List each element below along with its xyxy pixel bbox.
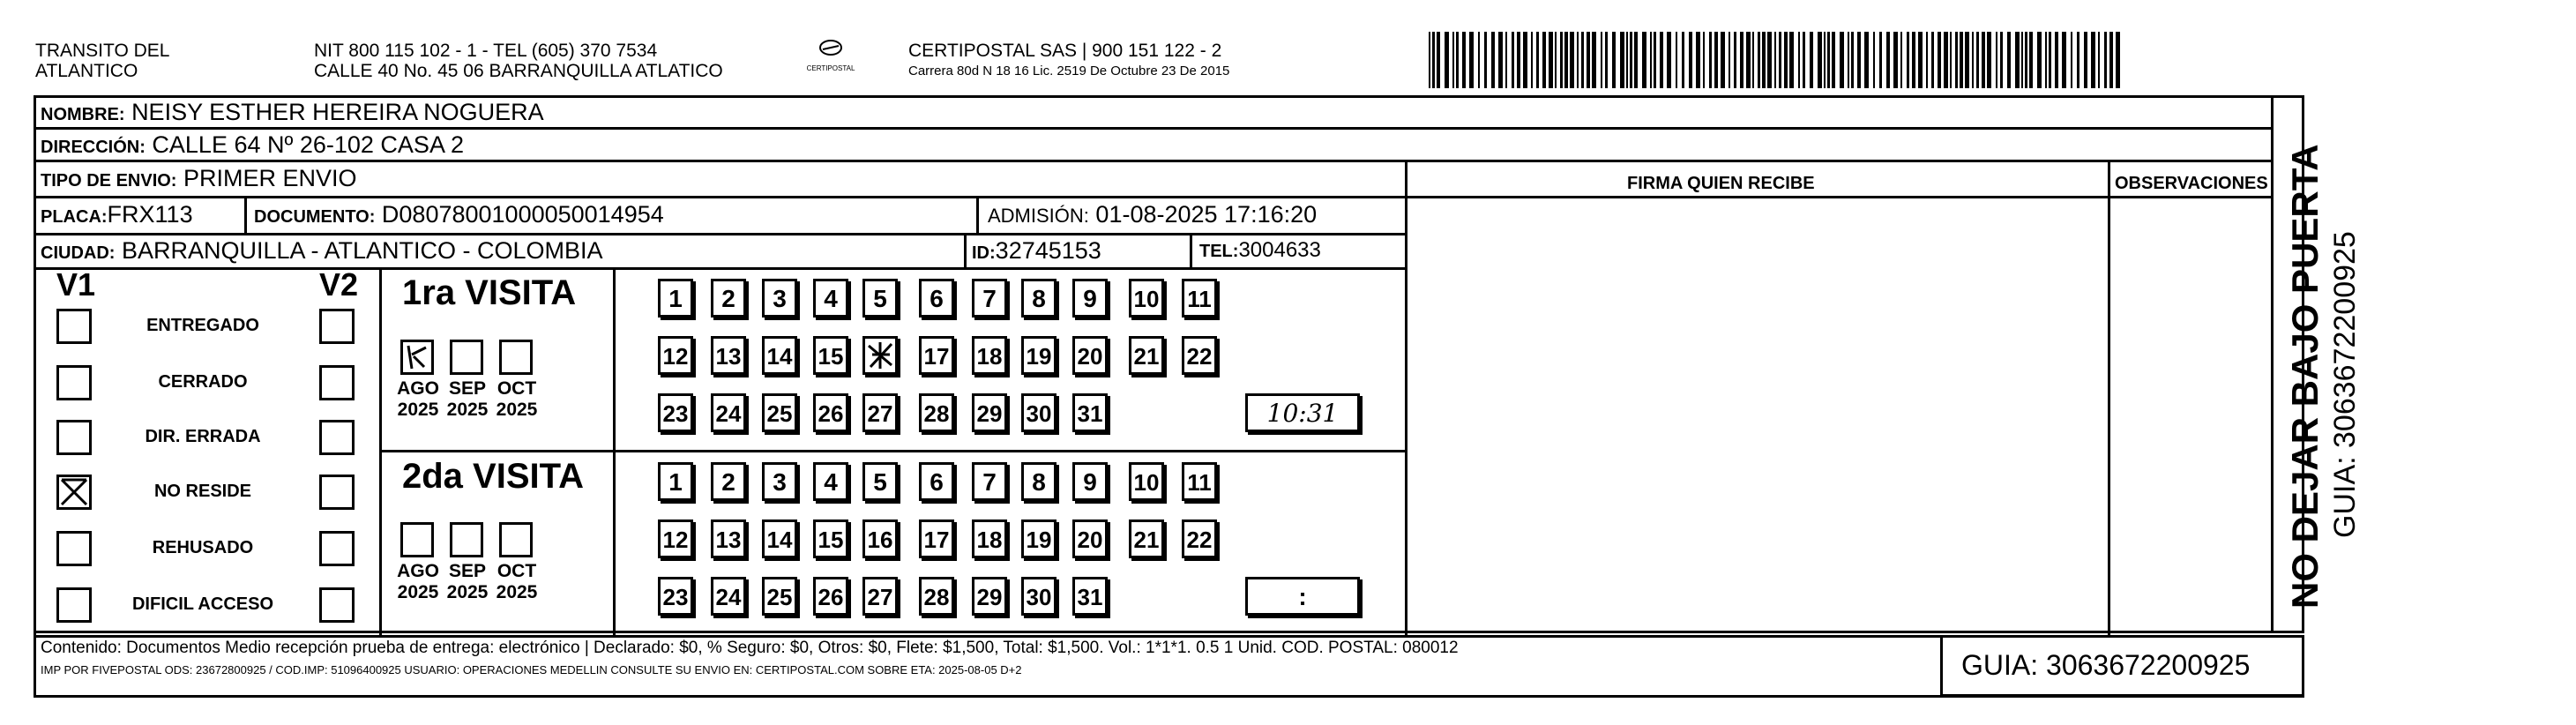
barcode-bar: [2084, 32, 2087, 88]
month-name: AGO: [397, 378, 439, 399]
barcode-bar: [1620, 32, 1624, 88]
barcode-bar: [1851, 32, 1854, 88]
barcode-bar: [1996, 32, 1997, 88]
barcode-bar: [1857, 32, 1861, 88]
nombre-value: NEISY ESTHER HEREIRA NOGUERA: [131, 99, 544, 125]
status-label: DIR. ERRADA: [145, 427, 261, 446]
barcode-bar: [2104, 32, 2107, 88]
no-dejar-bajo-puerta-text: NO DEJAR BAJO PUERTA: [2284, 144, 2326, 609]
carrier-name: CERTIPOSTAL SAS | 900 151 122 - 2: [908, 41, 1222, 61]
barcode-bar: [1523, 32, 1527, 88]
month-checkbox[interactable]: [450, 340, 483, 375]
day-box[interactable]: 10: [1129, 279, 1164, 318]
day-box[interactable]: 21: [1129, 519, 1164, 558]
barcode-bar: [1824, 32, 1826, 88]
day-box[interactable]: 31: [1072, 577, 1108, 616]
barcode-bar: [1912, 32, 1915, 88]
tel-value: 3004633: [1238, 238, 1321, 262]
barcode-bar: [1592, 32, 1596, 88]
id-field: [972, 237, 1101, 266]
guia-vertical-text: GUIA: 3063672200925: [2328, 231, 2362, 538]
barcode-bar: [1976, 32, 1979, 88]
barcode-bar: [2000, 32, 2003, 88]
barcode-bar: [1512, 32, 1514, 88]
day-box[interactable]: 20: [1072, 336, 1108, 375]
day-box[interactable]: 14: [762, 336, 797, 375]
day-box[interactable]: 12: [658, 519, 693, 558]
day-box[interactable]: 23: [658, 577, 693, 616]
firma-label: FIRMA QUIEN RECIBE: [1627, 174, 1815, 193]
barcode-bar: [1900, 32, 1902, 88]
barcode-bar: [1630, 32, 1632, 88]
day-box[interactable]: 19: [1021, 336, 1057, 375]
day-box[interactable]: 14: [762, 519, 797, 558]
barcode-bar: [1570, 32, 1574, 88]
v1-label: V1: [56, 266, 96, 303]
sender-name-line1: TRANSITO DEL: [35, 41, 170, 61]
barcode-bar: [1784, 32, 1788, 88]
day-box[interactable]: 11: [1182, 462, 1217, 501]
month-label: [490, 561, 543, 603]
barcode-bar: [1587, 32, 1590, 88]
logo-icon: [816, 39, 846, 60]
documento-field: [254, 201, 664, 230]
time-box[interactable]: :: [1245, 577, 1360, 616]
logo-text: CERTIPOSTAL: [806, 64, 855, 72]
month-year: 2025: [397, 582, 439, 602]
barcode-bar: [1517, 32, 1520, 88]
tipo-envio-field: [41, 165, 357, 194]
barcode-bar: [1469, 32, 1474, 88]
day-box[interactable]: 31: [1072, 393, 1108, 432]
barcode-bar: [2015, 32, 2020, 88]
barcode-bar: [1462, 32, 1466, 88]
day-box[interactable]: 10: [1129, 462, 1164, 501]
barcode-bar: [1798, 32, 1800, 88]
scribble-mark-icon: [865, 339, 895, 372]
barcode-bar: [1955, 32, 1958, 88]
barcode-bar: [1437, 32, 1440, 88]
month-name: AGO: [397, 561, 439, 581]
month-checkbox[interactable]: [450, 522, 483, 557]
day-box[interactable]: 12: [658, 336, 693, 375]
barcode-bar: [1729, 32, 1730, 88]
day-box[interactable]: 6: [919, 279, 954, 318]
direccion-field: [41, 131, 464, 161]
barcode-bar: [1601, 32, 1602, 88]
placa-value: FRX113: [107, 201, 193, 228]
barcode-bar: [1987, 32, 1991, 88]
barcode-bar: [1810, 32, 1813, 88]
sender-nit: NIT 800 115 102 - 1 - TEL (605) 370 7534: [314, 41, 658, 61]
day-box[interactable]: 2: [711, 462, 746, 501]
v2-checkbox[interactable]: [319, 309, 355, 344]
barcode-icon: [1429, 32, 2125, 88]
sender-address: CALLE 40 No. 45 06 BARRANQUILLA ATLATICO: [314, 61, 723, 81]
barcode-bar: [1667, 32, 1671, 88]
barcode-bar: [1555, 32, 1557, 88]
barcode-bar: [1676, 32, 1677, 88]
barcode-bar: [1818, 32, 1822, 88]
barcode-bar: [1660, 32, 1663, 88]
barcode-bar: [1654, 32, 1656, 88]
barcode-bar: [1634, 32, 1638, 88]
barcode-bar: [1650, 32, 1652, 88]
observaciones-label: OBSERVACIONES: [2115, 174, 2268, 193]
barcode-bar: [1893, 32, 1898, 88]
day-box[interactable]: 3: [762, 462, 797, 501]
day-box[interactable]: 27: [862, 577, 898, 616]
barcode-bar: [1746, 32, 1751, 88]
barcode-bar: [2037, 32, 2042, 88]
barcode-bar: [2077, 32, 2079, 88]
day-box[interactable]: 15: [813, 336, 848, 375]
id-value: 32745153: [995, 237, 1101, 264]
day-box[interactable]: 8: [1021, 462, 1057, 501]
barcode-bar: [1740, 32, 1743, 88]
barcode-bar: [1879, 32, 1882, 88]
day-box[interactable]: 20: [1072, 519, 1108, 558]
barcode-bar: [1484, 32, 1487, 88]
barcode-bar: [1432, 32, 1435, 88]
barcode-bar: [1767, 32, 1772, 88]
day-box[interactable]: 22: [1182, 336, 1217, 375]
barcode-bar: [1542, 32, 1546, 88]
barcode-bar: [1758, 32, 1760, 88]
v2-checkbox[interactable]: [319, 420, 355, 455]
day-box[interactable]: 27: [862, 393, 898, 432]
barcode-bar: [1944, 32, 1948, 88]
nombre-label: NOMBRE:: [41, 105, 125, 124]
tipo-envio-value: PRIMER ENVIO: [183, 165, 357, 191]
month-year: 2025: [496, 400, 538, 420]
barcode-bar: [1703, 32, 1705, 88]
day-box[interactable]: 25: [762, 393, 797, 432]
barcode-bar: [1918, 32, 1923, 88]
barcode-bar: [1536, 32, 1539, 88]
documento-label: DOCUMENTO:: [254, 207, 376, 227]
admision-value: 01-08-2025 17:16:20: [1095, 201, 1318, 228]
day-box[interactable]: 5: [862, 462, 898, 501]
id-label: ID:: [972, 243, 996, 263]
barcode-bar: [1452, 32, 1454, 88]
month-name: SEP: [448, 561, 487, 581]
day-box[interactable]: 23: [658, 393, 693, 432]
barcode-bar: [1931, 32, 1934, 88]
day-box[interactable]: 24: [711, 577, 746, 616]
barcode-bar: [1505, 32, 1507, 88]
day-box[interactable]: 29: [972, 577, 1007, 616]
barcode-bar: [1429, 32, 1430, 88]
sender-name: [35, 41, 169, 81]
barcode-bar: [1478, 32, 1480, 88]
month-year: 2025: [397, 400, 439, 420]
barcode-bar: [1721, 32, 1725, 88]
month-year: 2025: [496, 582, 538, 602]
day-box[interactable]: 1: [658, 462, 693, 501]
barcode-bar: [1789, 32, 1794, 88]
month-year: 2025: [446, 400, 489, 420]
documento-value: D08078001000050014954: [381, 201, 664, 228]
day-box[interactable]: 28: [919, 393, 954, 432]
admision-field: [988, 201, 1317, 229]
print-line: IMP POR FIVEPOSTAL ODS: 23672800925 / COD.IMP: 51096400925 USUARIO: OPERACIONES MEDELLIN CONSULTE SU ENVIO EN: CERTIPOSTAL.COM SOBRE ETA: 2025-08-05 D+2: [41, 663, 1022, 676]
barcode-bar: [1564, 32, 1568, 88]
day-box[interactable]: 11: [1182, 279, 1217, 318]
day-box[interactable]: 17: [919, 336, 954, 375]
carrier-license: Carrera 80d N 18 16 Lic. 2519 De Octubre 23 De 2015: [908, 64, 1230, 78]
sender-details: [314, 41, 723, 81]
v1-checkbox[interactable]: [56, 475, 92, 510]
barcode-bar: [1960, 32, 1963, 88]
barcode-bar: [1689, 32, 1692, 88]
day-box[interactable]: 13: [711, 336, 746, 375]
barcode-bar: [2007, 32, 2011, 88]
nombre-field: [41, 99, 544, 128]
day-box[interactable]: 17: [919, 519, 954, 558]
barcode-bar: [1938, 32, 1941, 88]
ciudad-value: BARRANQUILLA - ATLANTICO - COLOMBIA: [121, 237, 603, 264]
barcode-bar: [1456, 32, 1459, 88]
barcode-bar: [1803, 32, 1805, 88]
barcode-bar: [1752, 32, 1754, 88]
certipostal-logo: [804, 39, 857, 72]
barcode-bar: [1886, 32, 1890, 88]
second-visit-title: 2da VISITA: [402, 457, 584, 496]
day-box[interactable]: 3: [762, 279, 797, 318]
month-label: [392, 378, 444, 421]
content-line: Contenido: Documentos Medio recepción prueba de entrega: electrónico | Declarado: $0, % Seguro: $0, Otros: $0, Flete: $1,500, Total: $1,500. Vol.: 1*1*1. 0.5 1 Unid. COD. POSTAL: 080012: [41, 639, 1459, 657]
month-label: [441, 378, 494, 421]
day-box[interactable]: 13: [711, 519, 746, 558]
barcode-bar: [2055, 32, 2058, 88]
day-box[interactable]: 7: [972, 462, 1007, 501]
status-label: DIFICIL ACCESO: [131, 594, 273, 614]
barcode-bar: [1832, 32, 1835, 88]
barcode-bar: [1560, 32, 1563, 88]
v1-checkbox[interactable]: [56, 420, 92, 455]
day-box[interactable]: 24: [711, 393, 746, 432]
v1-checkbox[interactable]: [56, 365, 92, 400]
day-box[interactable]: 28: [919, 577, 954, 616]
day-box[interactable]: 8: [1021, 279, 1057, 318]
ciudad-label: CIUDAD:: [41, 243, 116, 263]
month-name: SEP: [448, 378, 487, 399]
day-box[interactable]: 30: [1021, 393, 1057, 432]
admision-label: ADMISIÓN:: [988, 205, 1089, 227]
barcode-bar: [2049, 32, 2051, 88]
month-label: [441, 561, 494, 603]
v2-label: V2: [319, 266, 359, 303]
barcode-bar: [2029, 32, 2033, 88]
barcode-bar: [1840, 32, 1844, 88]
status-label: ENTREGADO: [146, 316, 259, 335]
barcode-bar: [1696, 32, 1700, 88]
day-box[interactable]: 5: [862, 279, 898, 318]
direccion-value: CALLE 64 Nº 26-102 CASA 2: [152, 131, 464, 158]
barcode-bar: [1762, 32, 1766, 88]
barcode-bar: [1827, 32, 1830, 88]
status-label: CERRADO: [158, 372, 248, 392]
barcode-graphic: [1429, 32, 2125, 88]
x-mark-icon: [59, 477, 89, 507]
barcode-bar: [1982, 32, 1985, 88]
day-box[interactable]: 21: [1129, 336, 1164, 375]
sender-name-line2: ATLANTICO: [35, 61, 138, 81]
day-box[interactable]: 6: [919, 462, 954, 501]
day-box[interactable]: 26: [813, 393, 848, 432]
day-box[interactable]: 25: [762, 577, 797, 616]
day-box[interactable]: 9: [1072, 279, 1108, 318]
barcode-bar: [1498, 32, 1503, 88]
barcode-bar: [1577, 32, 1579, 88]
month-checkbox[interactable]: [400, 522, 434, 557]
day-box[interactable]: 1: [658, 279, 693, 318]
barcode-bar: [2025, 32, 2027, 88]
barcode-bar: [1965, 32, 1969, 88]
ciudad-field: [41, 237, 603, 266]
barcode-bar: [1873, 32, 1875, 88]
day-box[interactable]: 16: [862, 519, 898, 558]
barcode-bar: [1612, 32, 1616, 88]
status-label: REHUSADO: [152, 538, 254, 557]
time-box[interactable]: 10:31: [1245, 393, 1360, 432]
tipo-envio-label: TIPO DE ENVIO:: [41, 171, 177, 191]
day-box[interactable]: 18: [972, 336, 1007, 375]
day-box[interactable]: 29: [972, 393, 1007, 432]
barcode-bar: [1950, 32, 1952, 88]
v2-checkbox[interactable]: [319, 531, 355, 566]
barcode-bar: [2091, 32, 2095, 88]
month-name: OCT: [497, 561, 537, 581]
barcode-bar: [1774, 32, 1776, 88]
month-name: OCT: [497, 378, 537, 399]
status-label: NO RESIDE: [153, 482, 252, 501]
v1-checkbox[interactable]: [56, 309, 92, 344]
barcode-bar: [1779, 32, 1781, 88]
day-box[interactable]: 30: [1021, 577, 1057, 616]
carrier-details: [908, 41, 1229, 81]
month-label: [392, 561, 444, 603]
barcode-bar: [2021, 32, 2023, 88]
day-box[interactable]: 26: [813, 577, 848, 616]
v2-checkbox[interactable]: [319, 475, 355, 510]
placa-field: [41, 201, 193, 230]
barcode-bar: [2098, 32, 2100, 88]
day-box[interactable]: 22: [1182, 519, 1217, 558]
barcode-bar: [2109, 32, 2113, 88]
barcode-bar: [1549, 32, 1553, 88]
tel-field: [1199, 237, 1321, 265]
v1-checkbox[interactable]: [56, 587, 92, 623]
day-box[interactable]: 7: [972, 279, 1007, 318]
barcode-bar: [1709, 32, 1712, 88]
day-box[interactable]: 4: [813, 279, 848, 318]
first-visit-title: 1ra VISITA: [402, 273, 577, 312]
day-box[interactable]: 19: [1021, 519, 1057, 558]
day-box[interactable]: 15: [813, 519, 848, 558]
barcode-bar: [1531, 32, 1533, 88]
barcode-bar: [1926, 32, 1928, 88]
barcode-bar: [1445, 32, 1449, 88]
v2-checkbox[interactable]: [319, 365, 355, 400]
day-box[interactable]: 9: [1072, 462, 1108, 501]
month-checkbox[interactable]: [499, 522, 533, 557]
direccion-label: DIRECCIÓN:: [41, 138, 146, 157]
month-year: 2025: [446, 582, 489, 602]
month-label: [490, 378, 543, 421]
barcode-bar: [1682, 32, 1684, 88]
day-box[interactable]: 2: [711, 279, 746, 318]
barcode-bar: [1626, 32, 1628, 88]
v1-checkbox[interactable]: [56, 531, 92, 566]
month-checkbox[interactable]: [400, 340, 434, 375]
month-checkbox[interactable]: [499, 340, 533, 375]
barcode-bar: [2116, 32, 2120, 88]
barcode-bar: [1581, 32, 1584, 88]
barcode-bar: [1972, 32, 1974, 88]
guia-footer: GUIA: 3063672200925: [1961, 649, 2251, 681]
barcode-bar: [2045, 32, 2047, 88]
barcode-bar: [1642, 32, 1646, 88]
barcode-bar: [1491, 32, 1495, 88]
barcode-bar: [1907, 32, 1909, 88]
barcode-bar: [1734, 32, 1736, 88]
barcode-bar: [1714, 32, 1718, 88]
tel-label: TEL:: [1199, 242, 1239, 261]
day-box[interactable]: [862, 336, 898, 375]
barcode-bar: [2071, 32, 2072, 88]
barcode-bar: [1605, 32, 1608, 88]
day-box[interactable]: 4: [813, 462, 848, 501]
v2-checkbox[interactable]: [319, 587, 355, 623]
barcode-bar: [2062, 32, 2066, 88]
barcode-bar: [1864, 32, 1869, 88]
placa-label: PLACA:: [41, 207, 108, 227]
barcode-bar: [1848, 32, 1849, 88]
day-box[interactable]: 18: [972, 519, 1007, 558]
handwritten-mark-icon: [403, 342, 431, 372]
